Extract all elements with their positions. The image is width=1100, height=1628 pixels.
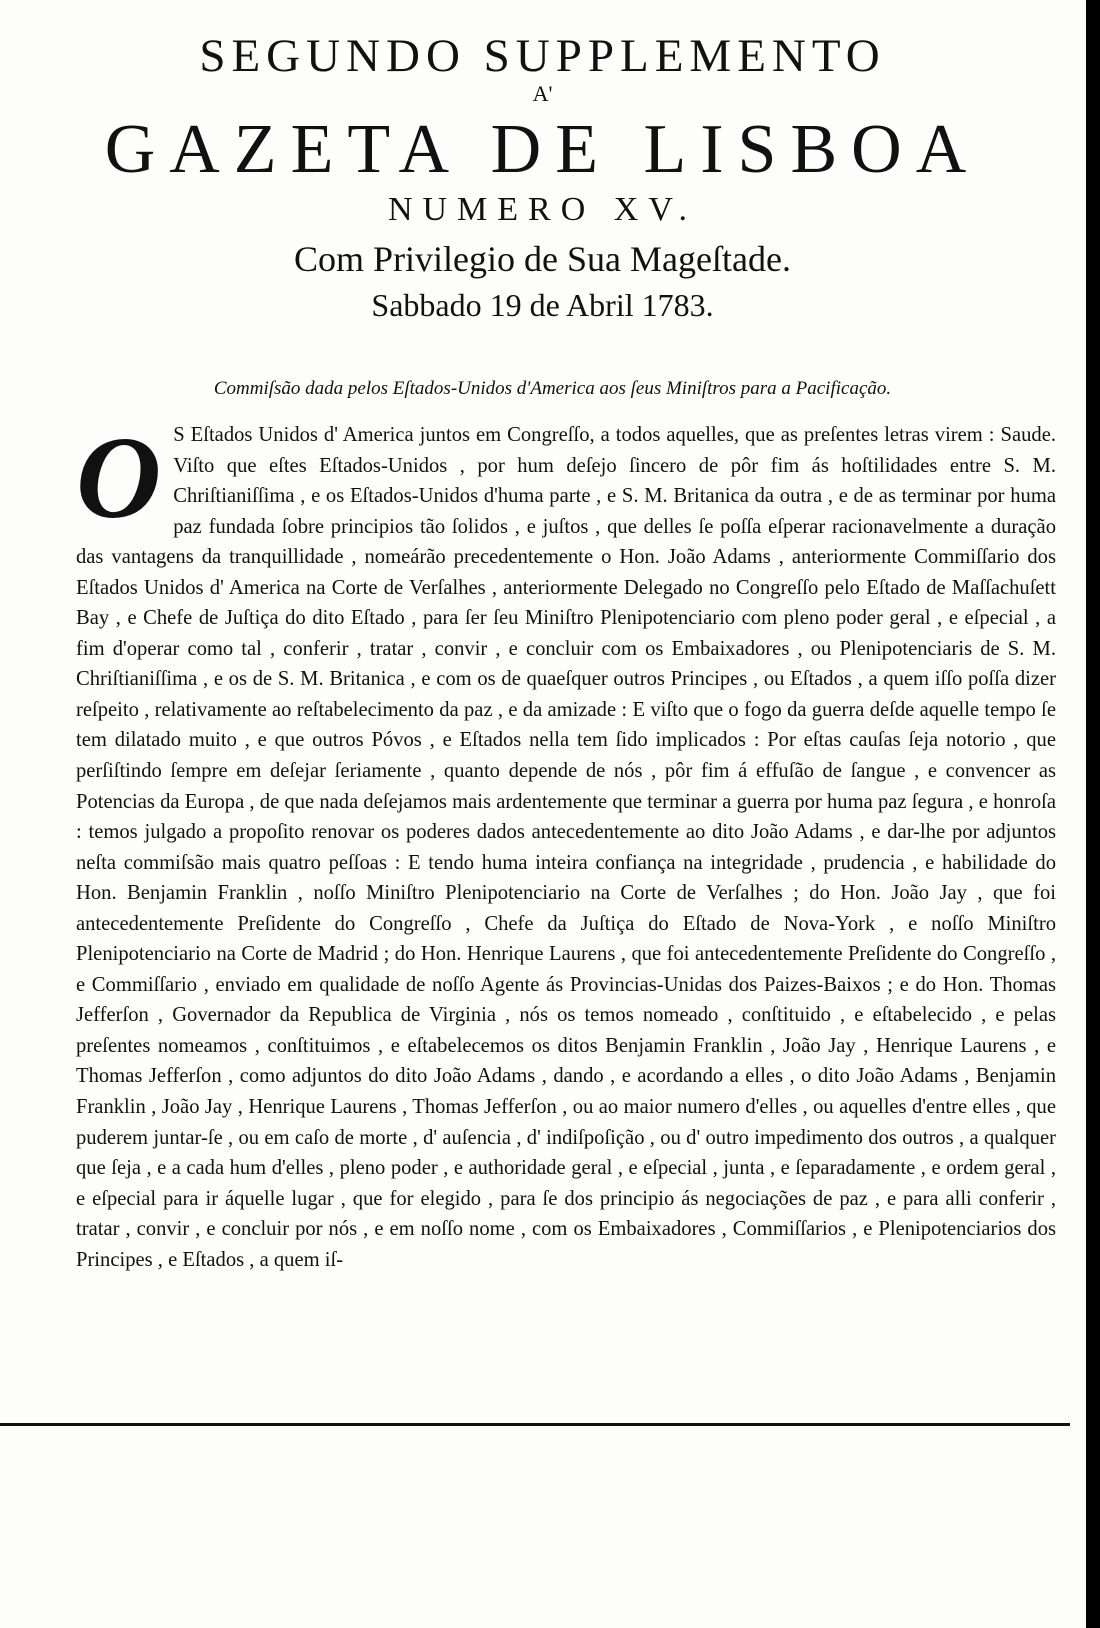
issue-date: Sabbado 19 de Abril 1783. xyxy=(371,287,714,323)
article-text: S Eſtados Unidos d' America juntos em Congreſſo, a todos aquelles, que as preſentes letras virem : Saude. Viſto que eſtes Eſtados-Unidos , por hum deſejo ſincero de pôr fim ás hoſtilidades entre S. M. Chriſtianiſſima , e os Eſtados-Unidos d'huma parte , e S. M. Britanica da outra , e de as terminar por huma paz fundada ſobre principios tão ſolidos , e juſtos , que delles ſe poſſa eſperar racionavelmente a duração das vantagens da tranquillidade , nomeárão precedentemente o Hon. João Adams , anteriormente Commiſſario dos Eſtados Unidos d' America na Corte de Verſalhes , anteriormente Delegado no Congreſſo pelo Eſtado de Maſſachuſett Bay , e Chefe de Juſtiça do dito Eſtado , para ſer ſeu Miniſtro Plenipotenciario com pleno poder geral , e eſpecial , a fim d'operar como tal , conferir , tratar , convir , e concluir com os Embaixadores , ou Plenipotenciaris de S. M. Chriſtianiſſima , e os de S. M. Britanica , e com os de quaeſquer outros Principes , ou Eſtados , a quem iſſo poſſa dizer reſpeito , relativamente ao reſtabelecimento da paz , e da amizade : E viſto que o fogo da guerra deſde aquelle tempo ſe tem dilatado muito , e que outros Póvos , e Eſtados nella tem ſido implicados : Por eſtas cauſas ſeja notorio , que perſiſtindo ſempre em deſejar ſeriamente , quanto depende de nós , pôr fim á effuſão de ſangue , e convencer as Potencias da Europa , de que nada deſejamos mais ardentemente que terminar a guerra por huma paz ſegura , e honroſa : temos julgado a propoſito renovar os poderes dados antecedentemente ao dito João Adams , e dar-lhe por adjuntos neſta commiſsão mais quatro peſſoas : E tendo huma inteira confiança na integridade , prudencia , e habilidade do Hon. Benjamin Franklin , noſſo Miniſtro Plenipotenciario na Corte de Verſalhes ; do Hon. João Jay , que foi antecedentemente Preſidente do Congreſſo , Chefe da Juſtiça do Eſtado de Nova-York , e noſſo Miniſtro Plenipotenciario na Corte de Madrid ; do Hon. Henrique Laurens , que foi antecedentemente Preſidente do Congreſſo , e Commiſſario , enviado em qualidade de noſſo Agente ás Provincias-Unidas dos Paizes-Baixos ; e do Hon. Thomas Jefferſon , Governador da Republica de Virginia , nós os temos nomeado , conſtituido , e eſtabelecido , e pelas preſentes nomeamos , conſtituimos , e eſtabelecemos os ditos Benjamin Franklin , João Jay , Henrique Laurens , e Thomas Jefferſon , como adjuntos do dito João Adams , dando , e acordando a elles , o dito João Adams , Benjamin Franklin , João Jay , Henrique Laurens , Thomas Jefferſon , ou ao maior numero d'elles , ou aquelles d'entre elles , que puderem juntar-ſe , ou em caſo de morte , d' auſencia , d' indiſpoſição , ou d' outro impedimento dos outros , a qualquer que ſeja , e a cada hum d'elles , pleno poder , e authoridade geral , e eſpecial , junta , e ſeparadamente , e ordem geral , e eſpecial para ir áquelle lugar , que for elegido , para ſe dos principio ás negociações de paz , e para alli conferir , tratar , convir , e concluir por nós , e em noſſo nome , com os Embaixadores , Commiſſarios , e Plenipotenciarios dos Principes , e Eſtados , a quem iſ- xyxy=(76,424,1056,1271)
scan-edge xyxy=(1086,0,1100,1628)
supplement-title: SEGUNDO SUPPLEMENTO xyxy=(199,30,886,82)
article-body xyxy=(76,412,1056,1275)
article-heading: Commiſsão dada pelos Eſtados-Unidos d'America aos ſeus Miniſtros para a Pacificação. xyxy=(213,378,892,399)
gazette-title: GAZETA DE LISBOA xyxy=(104,111,981,188)
crossed-out-line xyxy=(0,1423,1070,1426)
drop-cap: O xyxy=(76,412,162,543)
privilege-line: Com Privilegio de Sua Mageſtade. xyxy=(294,239,791,279)
masthead xyxy=(0,28,1085,326)
issue-number: NUMERO XV. xyxy=(387,191,698,228)
preposition: A' xyxy=(532,81,553,106)
